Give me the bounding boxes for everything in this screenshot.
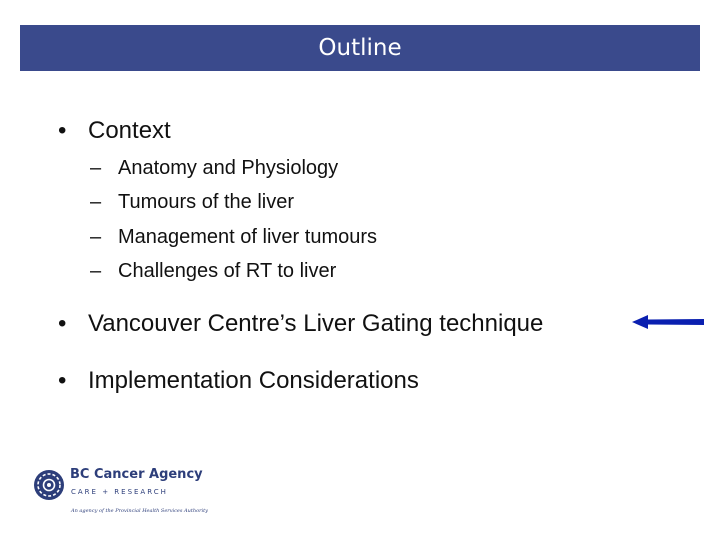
sub-bullet-management [90, 226, 377, 249]
title-bar [20, 25, 700, 71]
sub-bullet-text: Tumours of the liver [118, 191, 294, 213]
bullet-mark: • [58, 310, 67, 337]
sub-bullet-text: Anatomy and Physiology [118, 157, 339, 179]
bc-cancer-agency-logo [30, 464, 230, 524]
sub-bullet-text: Challenges of RT to liver [118, 260, 337, 282]
bullet-mark: • [58, 117, 67, 144]
sub-bullet-tumours [90, 191, 294, 214]
sub-bullet-anatomy [90, 157, 338, 180]
sub-bullet-mark: – [90, 260, 102, 282]
sub-bullet-mark: – [90, 226, 102, 248]
sub-bullet-mark: – [90, 157, 102, 179]
sub-bullet-mark: – [90, 191, 102, 213]
left-arrow-icon [632, 312, 704, 332]
logo-agency-line: An agency of the Provincial Health Services Authority [71, 508, 208, 514]
sub-bullet-text: Management of liver tumours [118, 226, 378, 248]
bullet-text: Implementation Considerations [88, 367, 419, 394]
bullet-mark: • [58, 367, 67, 394]
sub-bullet-challenges [90, 260, 336, 283]
agency-emblem-icon [32, 468, 66, 502]
bullet-liver-gating [58, 310, 543, 338]
bullet-context [58, 117, 171, 145]
logo-tagline: CARE + RESEARCH [71, 488, 168, 496]
bullet-text: Context [88, 117, 171, 144]
logo-name: BC Cancer Agency [70, 467, 203, 482]
bullet-text: Vancouver Centre’s Liver Gating technique [88, 310, 544, 337]
slide-title: Outline [318, 35, 402, 61]
bullet-implementation [58, 367, 419, 395]
